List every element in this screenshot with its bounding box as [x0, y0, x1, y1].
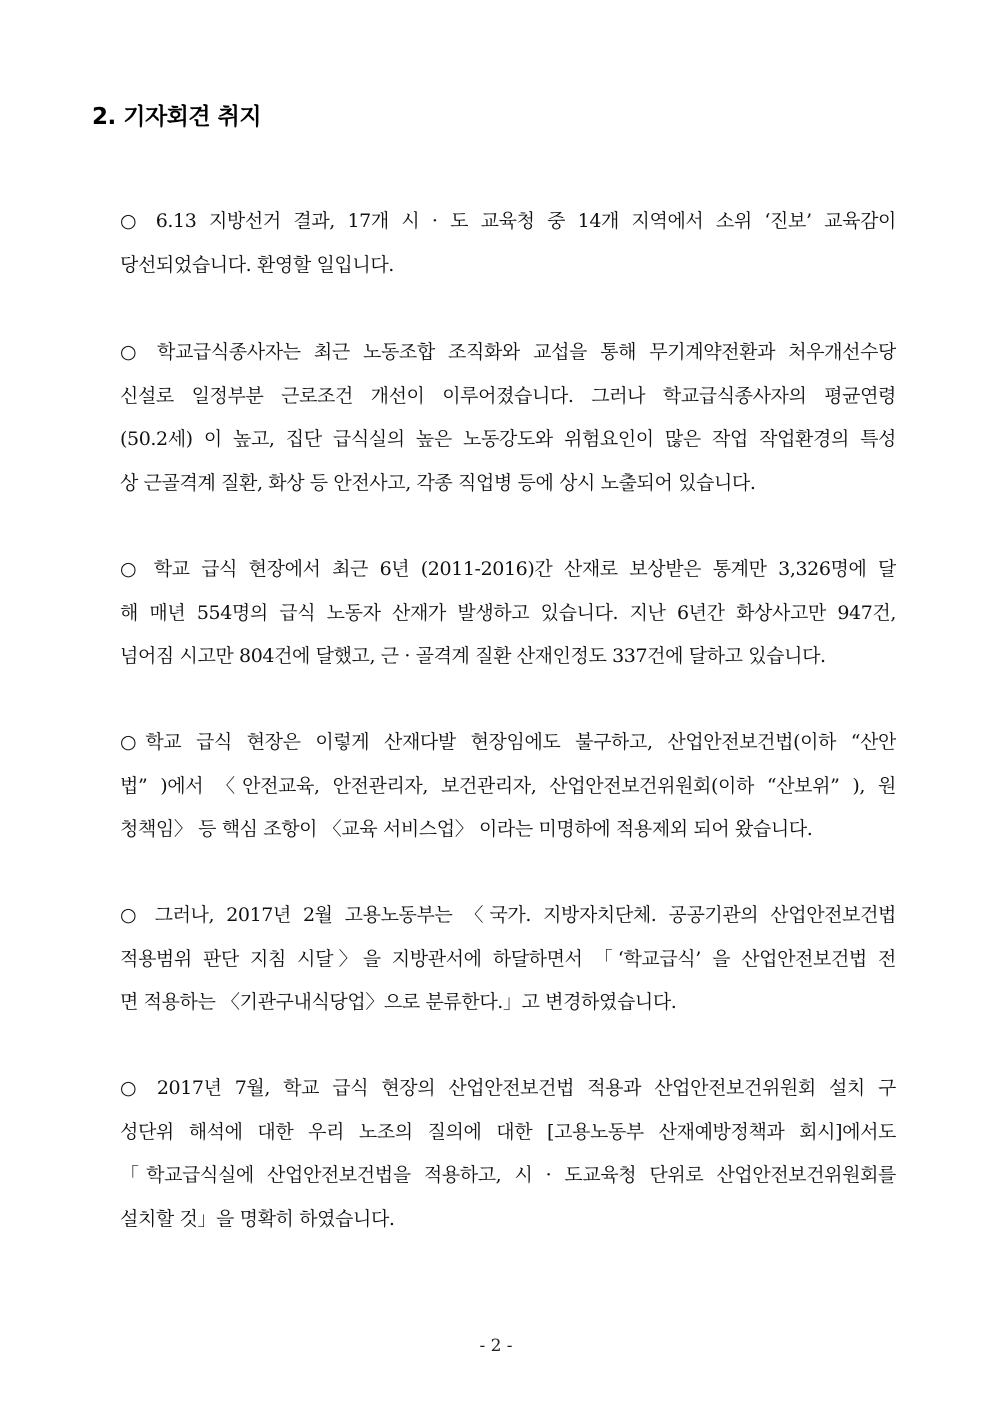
paragraph-line: 상 근골격계 질환, 화상 등 안전사고, 각종 직업병 등에 상시 노출되어 있습니다. [120, 471, 756, 494]
paragraph-ministry-reply [120, 1067, 896, 1241]
paragraph-line: 청책임〉 등 핵심 조항이 〈교육 서비스업〉 이라는 미명하에 적용제외 되어 왔습니다. [120, 818, 813, 840]
paragraph-line: 해 매년 554명의 급식 노동자 산재가 발생하고 있습니다. 지난 6년간 화상사고만 947건, [120, 601, 896, 624]
paragraph-line: ○ 그러나, 2017년 2월 고용노동부는 〈국가. 지방자치단체. 공공기관의 산업안전보건법 [120, 904, 896, 926]
paragraph-line: ○ 학교 급식 현장에서 최근 6년 (2011-2016)간 산재로 보상받은 통계만 3,326명에 달 [120, 558, 896, 580]
paragraph-worker-conditions [120, 331, 896, 505]
paragraph-line: 넘어짐 시고만 804건에 달했고, 근 · 골격계 질환 산재인정도 337건에 달하고 있습니다. [120, 645, 826, 667]
paragraph-line: 적용범위 판단 지침 시달〉을 지방관서에 하달하면서 「‘학교급식’ 을 산업안전보건법 전 [120, 947, 896, 970]
paragraph-line: 성단위 해석에 대한 우리 노조의 질의에 대한 [고용노동부 산재예방정책과 회시]에서도 [120, 1120, 896, 1143]
paragraph-line: ○ 학교급식종사자는 최근 노동조합 조직화와 교섭을 통해 무기계약전환과 처우개선수당 [120, 341, 896, 363]
paragraph-line: 당선되었습니다. 환영할 일입니다. [120, 253, 394, 276]
paragraph-election-result [120, 200, 896, 287]
paragraph-ministry-change [120, 894, 896, 1025]
paragraph-line: ○ 6.13 지방선거 결과, 17개 시 · 도 교육청 중 14개 지역에서 소위 ‘진보’ 교육감이 [120, 210, 896, 232]
paragraph-line: 면 적용하는 〈기관구내식당업〉으로 분류한다.」고 변경하였습니다. [120, 991, 677, 1013]
paragraph-line: 설치할 것」을 명확히 하였습니다. [120, 1207, 395, 1230]
paragraph-line: 신설로 일정부분 근로조건 개선이 이루어졌습니다. 그러나 학교급식종사자의 평균연령 [120, 384, 896, 407]
paragraph-line: ○ 2017년 7월, 학교 급식 현장의 산업안전보건법 적용과 산업안전보건위원회 설치 구 [120, 1077, 896, 1099]
paragraph-line: ○학교 급식 현장은 이렇게 산재다발 현장임에도 불구하고, 산업안전보건법(이하 “산안 [120, 731, 896, 753]
section-heading: 2. 기자회견 취지 [92, 104, 262, 130]
paragraph-line: 「학교급식실에 산업안전보건법을 적용하고, 시 · 도교육청 단위로 산업안전보건위원회를 [120, 1164, 896, 1186]
paragraph-safety-law-exclusion [120, 721, 896, 852]
paragraph-accident-statistics [120, 548, 896, 679]
paragraph-line: (50.2세) 이 높고, 집단 급식실의 높은 노동강도와 위험요인이 많은 작업 작업환경의 특성 [120, 428, 896, 450]
paragraph-line: 법” )에서 〈안전교육, 안전관리자, 보건관리자, 산업안전보건위원회(이하 “산보위” ), 원 [120, 774, 896, 797]
page-number: - 2 - [479, 1336, 513, 1356]
